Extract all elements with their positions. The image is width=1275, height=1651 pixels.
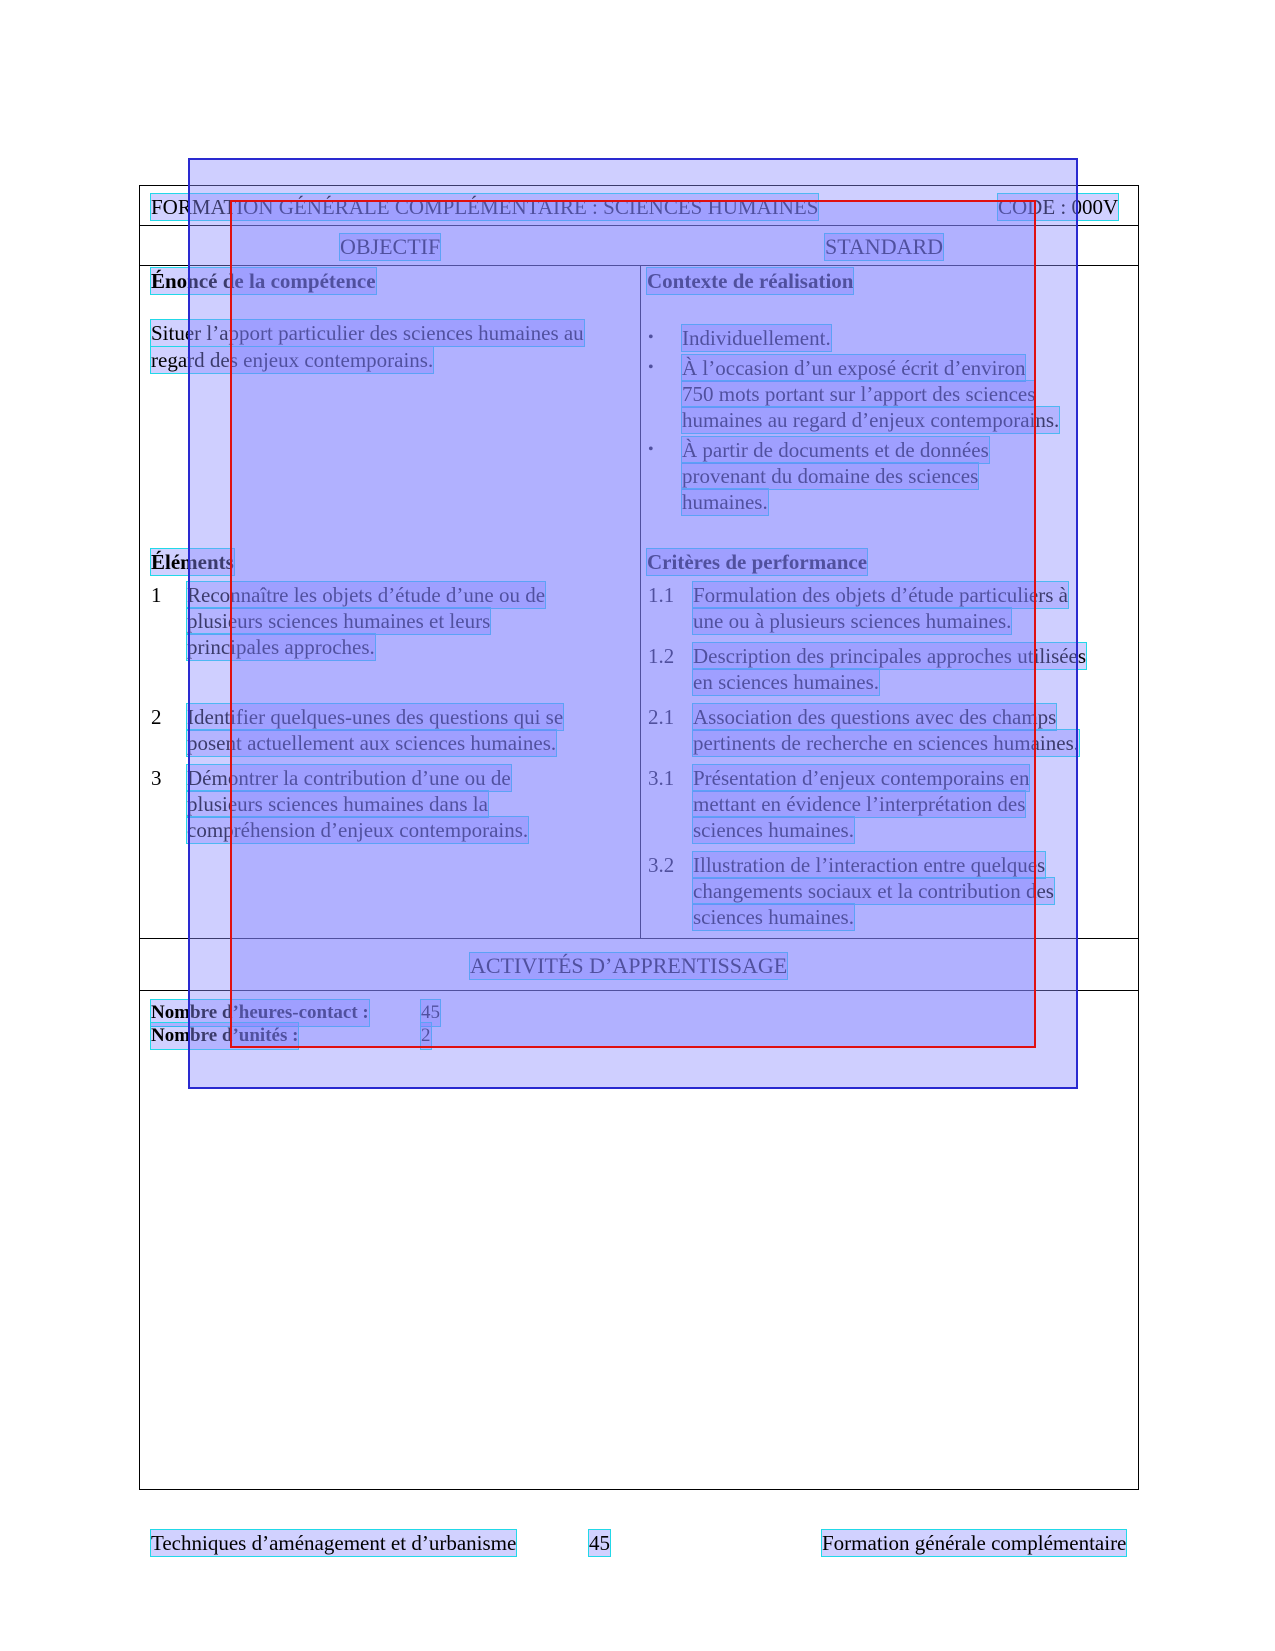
unites-label: Nombre d’unités : — [151, 1023, 298, 1049]
element-line: plusieurs sciences humaines dans la — [187, 792, 488, 816]
unites-value: 2 — [421, 1023, 431, 1049]
critere-line: une ou à plusieurs sciences humaines. — [693, 609, 1012, 633]
bullet-icon: • — [648, 359, 654, 376]
element-line: principales approches. — [187, 635, 375, 659]
critere-line: Description des principales approches utilisées — [693, 644, 1087, 668]
critere-line: changements sociaux et la contribution des — [693, 879, 1054, 903]
critere-line: pertinents de recherche en sciences humaines. — [693, 731, 1079, 755]
critere-line: Présentation d’enjeux contemporains en — [693, 766, 1030, 790]
element-line: Identifier quelques-unes des questions qui se — [187, 705, 564, 729]
critere-line: Formulation des objets d’étude particuliers à — [693, 583, 1068, 607]
element-line: Reconnaître les objets d’étude d’une ou de — [187, 583, 546, 607]
critere-number: 3.2 — [648, 853, 675, 877]
contexte-item: Individuellement. — [682, 326, 831, 350]
page-number: 45 — [589, 1531, 610, 1555]
objectif-heading: OBJECTIF — [340, 234, 441, 259]
element-line: posent actuellement aux sciences humaines. — [187, 731, 557, 755]
element-line: plusieurs sciences humaines et leurs — [187, 609, 491, 633]
critere-line: mettant en évidence l’interprétation des — [693, 792, 1026, 816]
enonce-heading: Énoncé de la compétence — [151, 269, 376, 293]
course-code: CODE : 000V — [998, 195, 1119, 219]
critere-line: Association des questions avec des champs — [693, 705, 1057, 729]
element-line: compréhension d’enjeux contemporains. — [187, 818, 529, 842]
bullet-icon: • — [648, 441, 654, 458]
critere-line: sciences humaines. — [693, 818, 854, 842]
enonce-line: regard des enjeux contemporains. — [151, 348, 434, 372]
contexte-item: À partir de documents et de données — [682, 438, 989, 462]
element-line: Démontrer la contribution d’une ou de — [187, 766, 511, 790]
footer-left: Techniques d’aménagement et d’urbanisme — [151, 1531, 517, 1555]
contexte-item: 750 mots portant sur l’apport des sciences — [682, 382, 1036, 406]
element-number: 1 — [151, 583, 162, 607]
critere-line: sciences humaines. — [693, 905, 854, 929]
critere-line: en sciences humaines. — [693, 670, 880, 694]
contexte-item: À l’occasion d’un exposé écrit d’environ — [682, 356, 1026, 380]
heures-label: Nombre d’heures-contact : — [151, 1000, 369, 1026]
contexte-item: humaines au regard d’enjeux contemporains. — [682, 408, 1060, 432]
element-number: 3 — [151, 766, 162, 790]
criteres-heading: Critères de performance — [647, 550, 868, 574]
contexte-item: humaines. — [682, 490, 768, 514]
critere-line: Illustration de l’interaction entre quelques — [693, 853, 1046, 877]
element-number: 2 — [151, 705, 162, 729]
footer-right: Formation générale complémentaire — [822, 1531, 1127, 1555]
critere-number: 3.1 — [648, 766, 675, 790]
bullet-icon: • — [648, 329, 654, 346]
heures-value: 45 — [421, 1000, 440, 1026]
critere-number: 1.1 — [648, 583, 675, 607]
contexte-item: provenant du domaine des sciences — [682, 464, 979, 488]
elements-heading: Éléments — [151, 550, 234, 574]
document-title: FORMATION GÉNÉRALE COMPLÉMENTAIRE : SCIENCES HUMAINES — [151, 195, 819, 219]
critere-number: 1.2 — [648, 644, 675, 668]
inner-selection-overlay — [230, 200, 1036, 1048]
standard-heading: STANDARD — [825, 234, 944, 259]
contexte-heading: Contexte de réalisation — [647, 269, 854, 293]
enonce-line: Situer l’apport particulier des sciences humaines au — [151, 321, 584, 345]
critere-number: 2.1 — [648, 705, 675, 729]
activites-heading: ACTIVITÉS D’APPRENTISSAGE — [470, 953, 788, 978]
